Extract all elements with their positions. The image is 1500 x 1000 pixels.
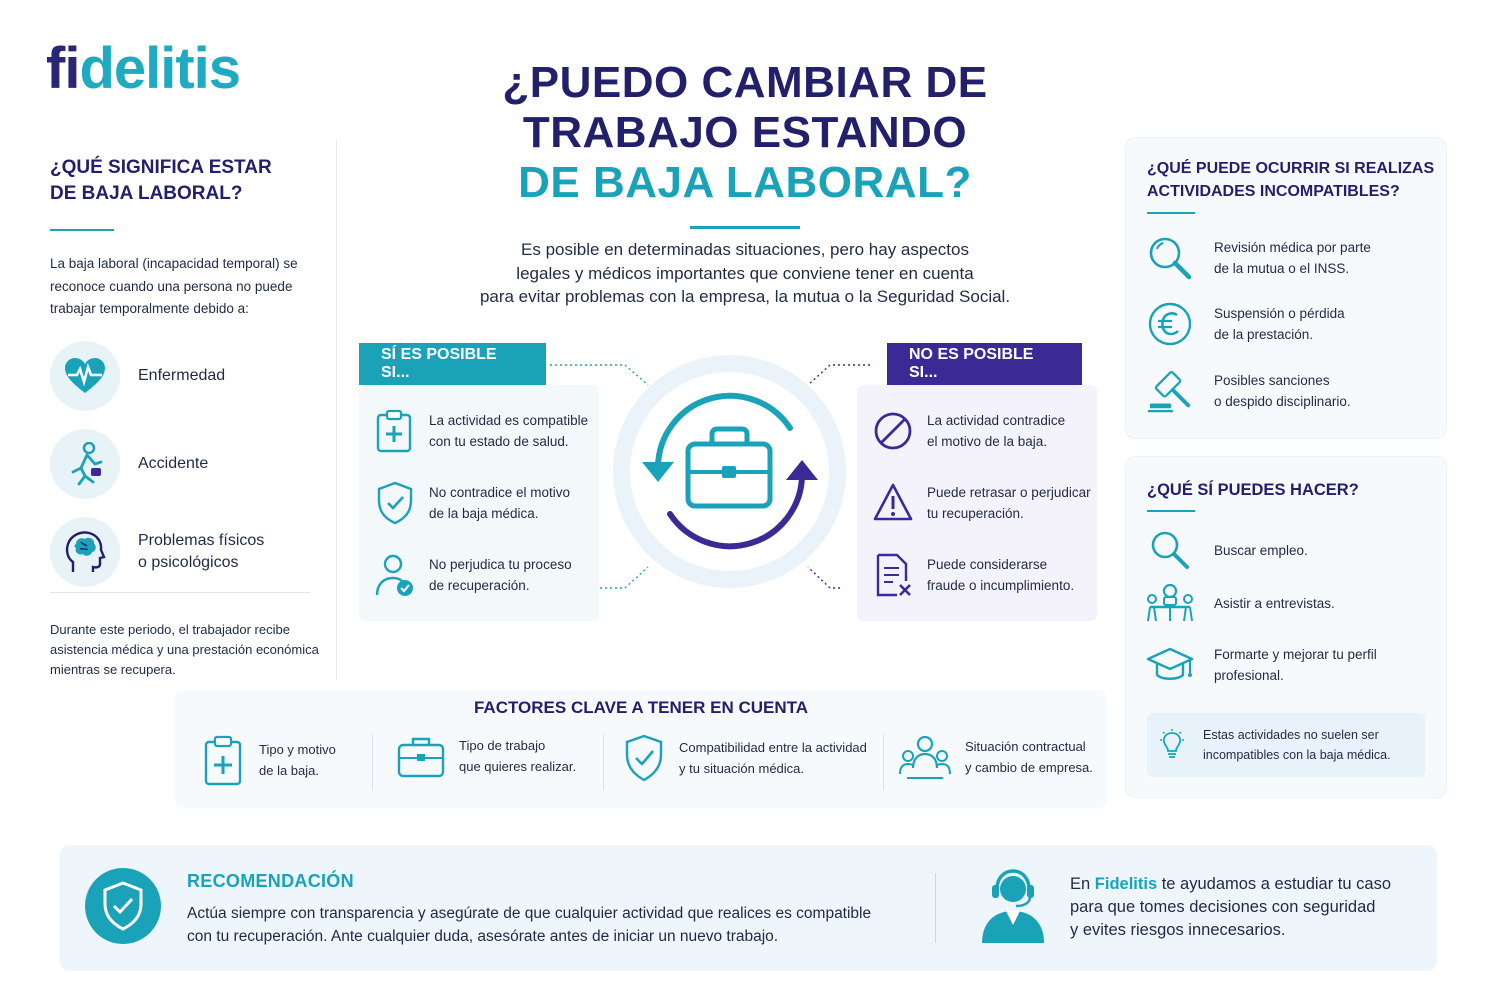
cause-label: Problemas físicos o psicológicos — [138, 531, 265, 571]
lightbulb-icon — [1159, 729, 1185, 761]
tip-box — [1147, 713, 1425, 777]
allowed-item: Formarte y mejorar tu perfil profesional. — [1146, 641, 1377, 689]
brand-logo: fidelitis — [46, 36, 241, 101]
factor-item: Tipo de trabajo que quieres realizar. — [397, 734, 576, 778]
title-line-3: DE BAJA LABORAL? — [518, 158, 972, 207]
injured-person-icon — [50, 429, 120, 499]
allowed-item: Buscar empleo. — [1146, 526, 1308, 574]
prohibited-icon — [873, 409, 913, 453]
briefcase-icon — [397, 734, 445, 778]
column-divider — [336, 140, 337, 680]
briefcase-cycle-icon — [630, 372, 829, 571]
fidelitis-cta-text: En Fidelitis te ayudamos a estudiar tu caso para que tomes decisiones con seguridad y evites riesgos innecesarios. — [1070, 875, 1392, 939]
document-x-icon — [873, 553, 913, 597]
risk-item: Posibles sanciones o despido disciplinario. — [1146, 367, 1351, 415]
left-divider — [50, 592, 310, 593]
allowed-activities-section — [1125, 456, 1447, 798]
shield-check-icon — [623, 734, 665, 782]
medical-clipboard-icon — [375, 409, 415, 453]
clipboard-icon — [203, 734, 245, 786]
cause-item-accidente — [50, 429, 320, 499]
factor-item: Tipo y motivo de la baja. — [203, 734, 336, 786]
intro-text — [440, 238, 1050, 309]
magnifier-icon — [1146, 234, 1194, 282]
no-possible-tab: NO ES POSIBLE SI... — [887, 343, 1082, 385]
recommendation-divider — [935, 873, 936, 943]
no-possible-card — [857, 385, 1097, 621]
shield-check-icon — [375, 481, 415, 525]
no-item: La actividad contradice el motivo de la baja. — [873, 409, 1065, 453]
yes-item: No perjudica tu proceso de recuperación. — [375, 553, 572, 597]
support-agent-icon — [978, 867, 1048, 943]
team-icon — [899, 734, 951, 780]
risks-heading: ¿QUÉ PUEDE OCURRIR SI REALIZAS ACTIVIDADES INCOMPATIBLES? — [1147, 160, 1435, 200]
cause-item-enfermedad — [50, 341, 320, 411]
interview-icon — [1146, 579, 1194, 627]
yes-item: No contradice el motivo de la baja médica. — [375, 481, 570, 525]
definition-footer: Durante este periodo, el trabajador recibe asistencia médica y una prestación económica mientras se recupera. — [50, 622, 319, 677]
intro-line-3: para evitar problemas con la empresa, la mutua o la Seguridad Social. — [479, 287, 1011, 306]
definition-text: La baja laboral (incapacidad temporal) se reconoce cuando una persona no puede trabajar temporalmente debido a: — [50, 256, 298, 316]
intro-line-1: Es posible en determinadas situaciones, pero hay aspectos — [521, 240, 969, 259]
recommendation-heading: RECOMENDACIÓN — [187, 871, 354, 891]
gavel-icon — [1146, 367, 1194, 415]
intro-line-2: legales y médicos importantes que conviene tener en cuenta — [516, 263, 974, 283]
risk-item: Suspensión o pérdida de la prestación. — [1146, 300, 1345, 348]
cause-label: Accidente — [138, 454, 209, 472]
title-divider — [690, 226, 800, 229]
definition-heading: ¿QUÉ SIGNIFICA ESTAR DE BAJA LABORAL? — [50, 157, 272, 204]
cause-item-problemas — [50, 517, 320, 587]
heart-pulse-icon — [50, 341, 120, 411]
yes-possible-tab: SÍ ES POSIBLE SI... — [359, 343, 546, 385]
shield-check-icon — [85, 868, 161, 944]
factor-item: Situación contractual y cambio de empresa. — [899, 734, 1093, 780]
person-check-icon — [375, 553, 415, 597]
title-line-2: TRABAJO ESTANDO — [522, 108, 968, 157]
allowed-item: Asistir a entrevistas. — [1146, 579, 1335, 627]
no-item: Puede considerarse fraude o incumplimiento. — [873, 553, 1074, 597]
title-line-1: ¿PUEDO CAMBIAR DE — [502, 58, 988, 107]
yes-item: La actividad es compatible con tu estado de salud. — [375, 409, 588, 453]
factor-item: Compatibilidad entre la actividad y tu situación médica. — [623, 734, 867, 782]
cause-label: Enfermedad — [138, 366, 226, 384]
head-brain-icon — [50, 517, 120, 587]
allowed-heading: ¿QUÉ SÍ PUEDES HACER? — [1147, 481, 1359, 499]
risks-section — [1125, 137, 1447, 439]
recommendation-banner — [60, 845, 1437, 971]
definition-divider — [50, 229, 114, 231]
recommendation-text: Actúa siempre con transparencia y asegúrate de que cualquier actividad que realices es compatible con tu recuperación. Ante cualquier duda, asesórate antes de iniciar un nuevo trabajo. — [187, 905, 872, 945]
no-item: Puede retrasar o perjudicar tu recuperación. — [873, 481, 1091, 525]
baja-definition-section — [50, 155, 320, 587]
euro-icon — [1146, 300, 1194, 348]
page-title — [420, 58, 1070, 229]
search-icon — [1146, 526, 1194, 574]
tip-text: Estas actividades no suelen ser incompatibles con la baja médica. — [1203, 728, 1391, 762]
key-factors-heading: FACTORES CLAVE A TENER EN CUENTA — [473, 698, 809, 717]
risk-item: Revisión médica por parte de la mutua o el INSS. — [1146, 234, 1371, 282]
graduation-cap-icon — [1146, 641, 1194, 689]
key-factors-section — [175, 690, 1107, 808]
warning-icon — [873, 481, 913, 525]
